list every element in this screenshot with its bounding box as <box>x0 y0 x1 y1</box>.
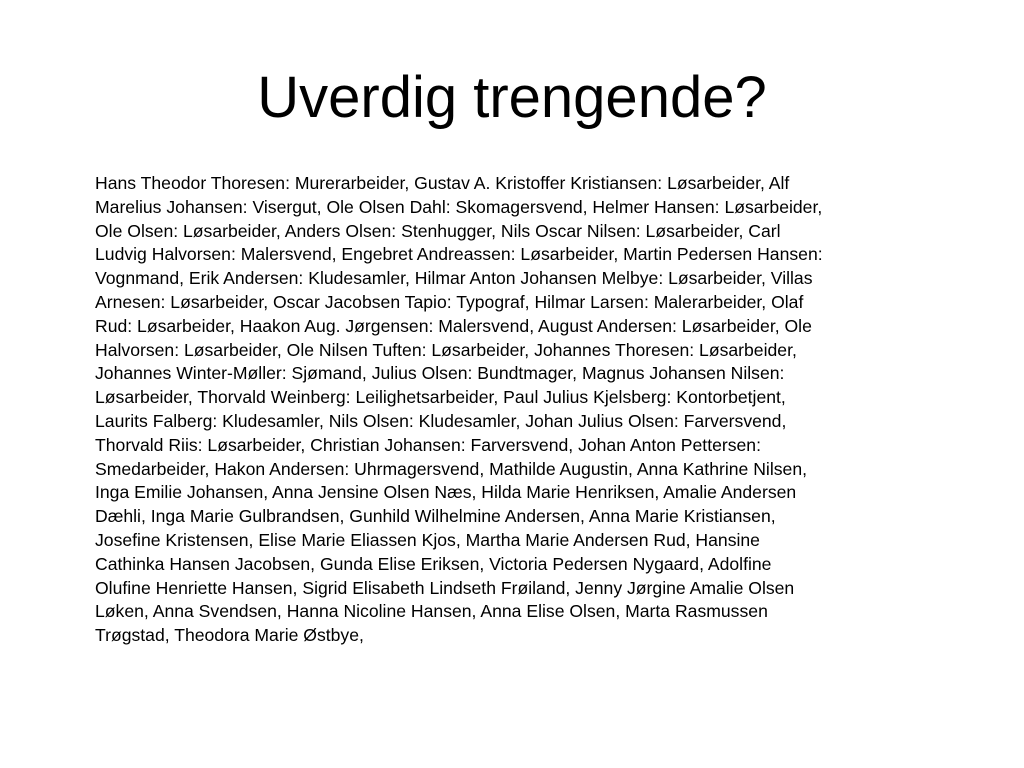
slide-body-text <box>95 172 935 648</box>
body-line: Dæhli, Inga Marie Gulbrandsen, Gunhild Wilhelmine Andersen, Anna Marie Kristiansen, <box>95 506 776 527</box>
body-line: Olufine Henriette Hansen, Sigrid Elisabeth Lindseth Frøiland, Jenny Jørgine Amalie Olsen <box>95 577 795 598</box>
body-line: Hans Theodor Thoresen: Murerarbeider, Gustav A. Kristoffer Kristiansen: Løsarbeider, Alf <box>95 173 790 193</box>
body-line: Halvorsen: Løsarbeider, Ole Nilsen Tuften: Løsarbeider, Johannes Thoresen: Løsarbeider, <box>95 339 797 360</box>
body-line: Marelius Johansen: Visergut, Ole Olsen Dahl: Skomagersvend, Helmer Hansen: Løsarbeider, <box>95 196 823 217</box>
body-line: Rud: Løsarbeider, Haakon Aug. Jørgensen: Malersvend, August Andersen: Løsarbeider, Ole <box>95 315 812 336</box>
body-line: Cathinka Hansen Jacobsen, Gunda Elise Eriksen, Victoria Pedersen Nygaard, Adolfine <box>95 553 772 574</box>
body-line: Trøgstad, Theodora Marie Østbye, <box>95 625 364 646</box>
body-line: Johannes Winter-Møller: Sjømand, Julius Olsen: Bundtmager, Magnus Johansen Nilsen: <box>95 363 785 384</box>
body-line: Laurits Falberg: Kludesamler, Nils Olsen: Kludesamler, Johan Julius Olsen: Farversvend, <box>95 410 787 431</box>
body-line: Ludvig Halvorsen: Malersvend, Engebret Andreassen: Løsarbeider, Martin Pedersen Hansen: <box>95 244 823 265</box>
body-line: Thorvald Riis: Løsarbeider, Christian Johansen: Farversvend, Johan Anton Pettersen: <box>95 434 761 455</box>
slide-title: Uverdig trengende? <box>257 65 767 130</box>
body-line: Arnesen: Løsarbeider, Oscar Jacobsen Tapio: Typograf, Hilmar Larsen: Malerarbeider, Olaf <box>95 291 804 312</box>
body-line: Ole Olsen: Løsarbeider, Anders Olsen: Stenhugger, Nils Oscar Nilsen: Løsarbeider, Carl <box>95 220 781 241</box>
body-line: Inga Emilie Johansen, Anna Jensine Olsen Næs, Hilda Marie Henriksen, Amalie Andersen <box>95 482 797 503</box>
body-line: Smedarbeider, Hakon Andersen: Uhrmagersvend, Mathilde Augustin, Anna Kathrine Nilsen, <box>95 458 807 479</box>
body-line: Vognmand, Erik Andersen: Kludesamler, Hilmar Anton Johansen Melbye: Løsarbeider, Villas <box>95 268 813 289</box>
body-line: Josefine Kristensen, Elise Marie Eliassen Kjos, Martha Marie Andersen Rud, Hansine <box>95 529 760 550</box>
body-line: Løsarbeider, Thorvald Weinberg: Leilighetsarbeider, Paul Julius Kjelsberg: Kontorbetjent, <box>95 387 786 408</box>
body-line: Løken, Anna Svendsen, Hanna Nicoline Hansen, Anna Elise Olsen, Marta Rasmussen <box>95 601 768 622</box>
